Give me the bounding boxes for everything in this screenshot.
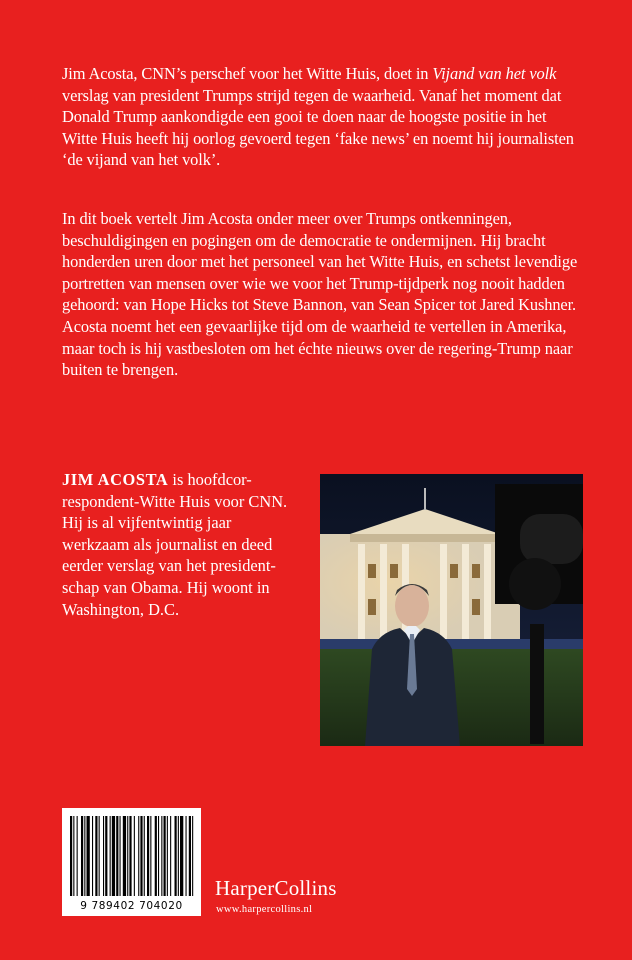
- barcode-bar: [175, 816, 177, 896]
- barcode-bar: [140, 816, 142, 896]
- barcode-bar: [144, 816, 145, 896]
- barcode-bar: [134, 816, 135, 896]
- barcode-bar: [81, 816, 83, 896]
- barcode-bar: [138, 816, 139, 896]
- author-photo: [320, 474, 583, 746]
- barcode-bar: [192, 816, 193, 896]
- barcode-bar: [189, 816, 191, 896]
- barcode-bar: [116, 816, 118, 896]
- barcode-bar: [186, 816, 187, 896]
- barcode-bar: [103, 816, 104, 896]
- book-title: Vijand van het volk: [432, 64, 557, 83]
- author-name: JIM ACOSTA: [62, 470, 169, 489]
- barcode-bar: [147, 816, 149, 896]
- publisher-logo: HarperCollins: [215, 876, 337, 900]
- barcode-bar: [84, 816, 85, 896]
- barcode-bar: [161, 816, 162, 896]
- barcode-bar: [77, 816, 78, 896]
- barcode-bar: [112, 816, 115, 896]
- barcode-bar: [73, 816, 74, 896]
- barcode-bar: [127, 816, 128, 896]
- author-bio: [62, 469, 302, 620]
- blurb-p1-intro: Jim Acosta, CNN’s perschef voor het Witte Huis, doet in: [62, 64, 433, 83]
- blurb-paragraph-2: In dit boek vertelt Jim Acosta onder meer over Trumps ontkenningen, beschuldigingen en pogingen om de democratie te ondermijnen. Hij bracht honderden uren door met het personeel van het Witte Huis, en schetst levendige portretten van mensen over wie we voor het Trump-tijdperk nog nooit hadden gehoord: van Hope Hicks tot Steve Bannon, van Sean Spicer tot Jared Kushner. Acosta noemt het een gevaarlijke tijd om de waarheid te vertellen in Amerika, maar toch is hij vastbesloten om het échte nieuws over de regering-Trump naar buiten te brengen.: [62, 209, 578, 380]
- barcode-bar: [180, 816, 183, 896]
- barcode-bar: [105, 816, 107, 896]
- barcode-bar: [70, 816, 72, 896]
- blurb-p1-body: verslag van president Trumps strijd tegen de waarheid. Vanaf het moment dat Donald Trump aankondigde een gooi te doen naar de hoogste positie in het Witte Huis heeft hij oorlog gevoerd tegen ‘fake news’ en noemt hij journalisten ‘de vijand van het volk’.: [62, 85, 574, 170]
- barcode-bar: [95, 816, 97, 896]
- barcode-bar: [155, 816, 157, 896]
- blurb-paragraph-1: [62, 63, 582, 171]
- barcode-bar: [87, 816, 90, 896]
- barcode-bar: [110, 816, 111, 896]
- barcode-bar: [120, 816, 121, 896]
- author-photo-illustration: [320, 474, 583, 746]
- barcode-bar: [123, 816, 126, 896]
- barcode-bar: [158, 816, 159, 896]
- barcode-digits: 9 789402 704020: [80, 900, 183, 912]
- publisher-website: www.harpercollins.nl: [216, 904, 313, 915]
- barcode-bar: [178, 816, 179, 896]
- barcode-bar: [164, 816, 166, 896]
- barcode-bar: [99, 816, 100, 896]
- barcode-bar: [170, 816, 171, 896]
- barcode-bar: [167, 816, 168, 896]
- barcode-bar: [150, 816, 151, 896]
- author-bio-text: is hoofdcor-respondent-Witte Huis voor CNN. Hij is al vijfentwintig jaar werkzaam als journalist en deed eerder verslag van het president-schap van Obama. Hij woont in Washington, D.C.: [62, 470, 288, 619]
- barcode: [62, 808, 201, 916]
- barcode-bar: [92, 816, 93, 896]
- barcode-bar: [129, 816, 131, 896]
